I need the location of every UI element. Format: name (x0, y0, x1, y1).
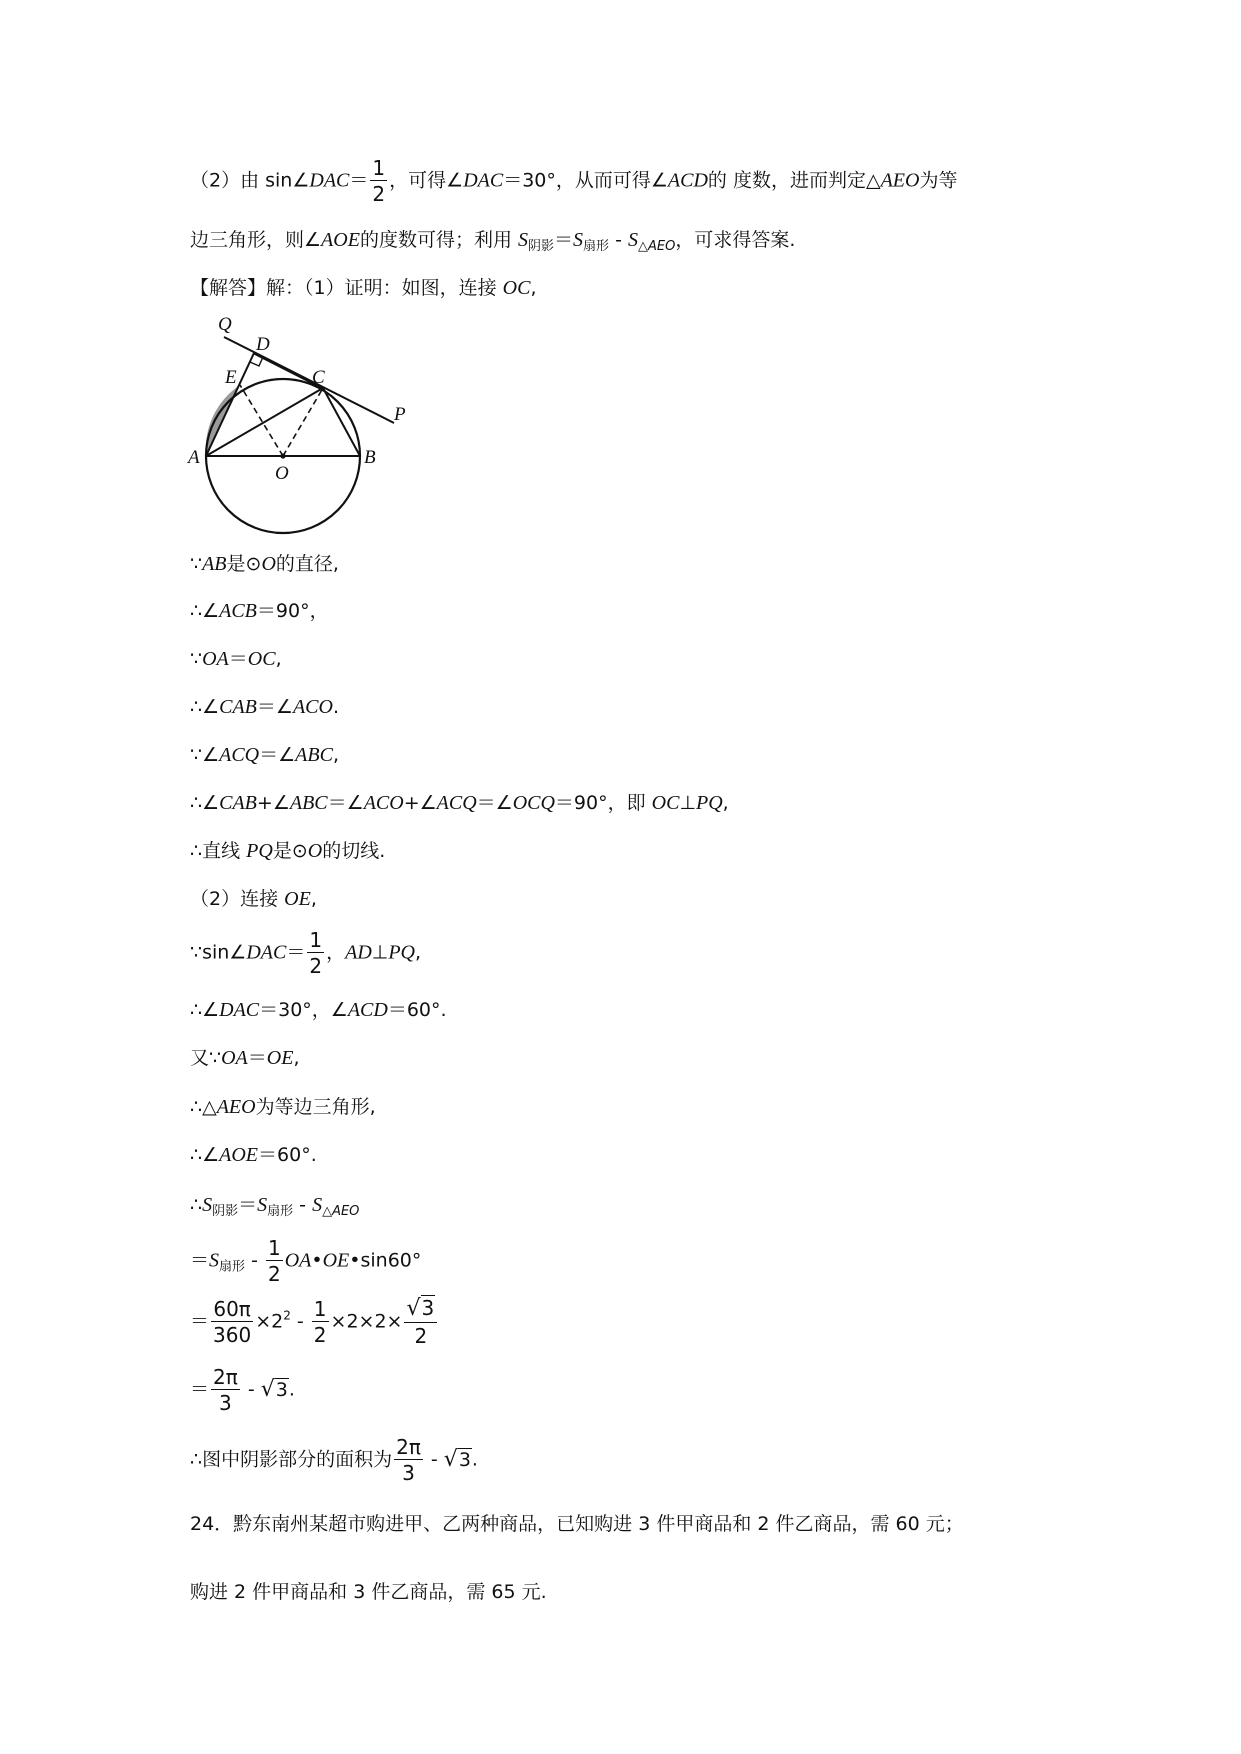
text: . (332, 696, 339, 718)
math-var: O (307, 840, 323, 862)
math-var: ACO (292, 696, 333, 718)
fraction-two-pi-over-3 (394, 1437, 423, 1483)
math-var: OC (247, 648, 276, 670)
radicand: 3 (275, 1378, 288, 1401)
radicand: 3 (458, 1448, 471, 1471)
proof-line-9 (190, 930, 421, 976)
math-var: DAC (309, 169, 350, 192)
numerator: 60π (211, 1299, 253, 1322)
text: ＝ (349, 169, 369, 192)
math-var: OA (284, 1249, 312, 1272)
label-o: O (275, 463, 289, 484)
math-var: ACO (363, 792, 404, 814)
proof-line-12 (190, 1093, 376, 1121)
proof-line-17 (190, 1367, 295, 1413)
text: • (311, 1249, 323, 1272)
text: ∵ (190, 648, 203, 670)
text: 为等 (919, 169, 958, 192)
text: ⊥ (371, 941, 389, 964)
sqrt (406, 1298, 435, 1320)
text: +∠ (403, 792, 437, 814)
math-var: AOE (219, 1144, 259, 1166)
text: , (310, 888, 317, 910)
math-var: AEO (880, 169, 920, 192)
text: , (293, 1047, 300, 1069)
text: , (415, 941, 422, 964)
text: , (722, 792, 729, 814)
text: - (245, 1249, 264, 1272)
text: • (349, 1249, 361, 1272)
text: 的切线. (322, 840, 386, 862)
math-var: S (209, 1249, 220, 1272)
math-var: O (261, 553, 276, 575)
math-var: CAB (219, 792, 257, 814)
numerator: 1 (309, 928, 323, 952)
text: , (332, 744, 339, 766)
question-24-line-2: 购进 2 件甲商品和 3 件乙商品，需 65 元. (190, 1581, 547, 1603)
text: ＝∠ (476, 792, 513, 814)
superscript: 2 (283, 1308, 291, 1323)
subscript: 扇形 (583, 239, 610, 254)
math-var: DAC (463, 169, 504, 192)
text: 【解答】解：（1）证明：如图，连接 (190, 277, 503, 299)
denominator: 3 (219, 1391, 232, 1415)
text: ∵∠ (190, 744, 220, 766)
math-var: S (312, 1194, 323, 1216)
fraction-root3-over-2 (404, 1298, 437, 1346)
text: 的度数可得；利用 (359, 229, 518, 251)
math-var: ACQ (436, 792, 477, 814)
numerator (404, 1298, 437, 1323)
math-var: S (573, 229, 584, 251)
math-var: OA (221, 1047, 248, 1069)
math-var: OCQ (512, 792, 555, 814)
math-var: PQ (696, 792, 723, 814)
text: ⊥ (679, 792, 696, 814)
proof-line-5 (190, 741, 339, 769)
text: 边三角形，则∠ (190, 229, 322, 251)
question-24-line-1: 24．黔东南州某超市购进甲、乙两种商品，已知购进 3 件甲商品和 2 件乙商品，需 60 元； (190, 1513, 964, 1535)
math-var: CAB (219, 696, 257, 718)
text: ∴ (190, 1194, 203, 1216)
proof-line-2 (190, 597, 329, 625)
text: . (288, 1378, 295, 1401)
subscript: 扇形 (267, 1204, 294, 1219)
math-var: OA (202, 648, 229, 670)
proof-line-7 (190, 837, 385, 865)
subscript: △AEO (322, 1204, 360, 1219)
math-var: ABC (295, 744, 333, 766)
text: ＝90°， (256, 600, 329, 622)
math-var: ACD (667, 169, 708, 192)
math-var: ACB (219, 600, 257, 622)
text: 是⊙ (226, 553, 262, 575)
line-ac (206, 388, 323, 456)
text: 是⊙ (272, 840, 308, 862)
label-c: C (312, 367, 325, 388)
answer-heading (190, 274, 536, 302)
fraction-sixty-pi (211, 1299, 253, 1345)
label-q: Q (218, 314, 232, 335)
math-var: ACQ (219, 744, 260, 766)
sqrt (261, 1376, 289, 1404)
text: ∴∠ (190, 792, 220, 814)
math-var: S (627, 229, 638, 251)
numerator: 1 (267, 1236, 281, 1260)
text: ，可求得答案. (675, 229, 796, 251)
numerator: 1 (372, 156, 386, 180)
text: - (424, 1448, 444, 1471)
math-var: S (517, 229, 528, 251)
subscript: △AEO (637, 239, 676, 254)
text: 的直径, (275, 553, 339, 575)
math-var: OE (284, 888, 311, 910)
proof-line-14 (190, 1191, 359, 1226)
subscript: 阴影 (212, 1204, 239, 1219)
text: ＝ (554, 229, 574, 251)
analysis-line-1 (190, 158, 957, 204)
text: . (471, 1448, 478, 1471)
text: ×2×2× (330, 1310, 403, 1333)
proof-line-18 (190, 1437, 478, 1483)
text: ＝30°，∠ (259, 999, 348, 1021)
text: ＝60°. (258, 1144, 317, 1166)
math-var: PQ (246, 840, 273, 862)
subscript: 扇形 (219, 1259, 246, 1275)
text: - (609, 229, 628, 251)
denominator: 3 (402, 1461, 415, 1485)
denominator: 2 (313, 1323, 327, 1347)
text: - (241, 1378, 261, 1401)
proof-line-4 (190, 693, 339, 721)
radical-sign: √ (260, 1376, 275, 1402)
denominator: 2 (372, 182, 386, 206)
fraction-one-half (312, 1299, 329, 1345)
text: （2）由 sin∠ (190, 169, 310, 192)
math-var: ABC (289, 792, 328, 814)
line-oe (240, 385, 283, 456)
text: ×2 (255, 1310, 284, 1333)
math-var: OC (502, 277, 531, 299)
geometry-figure (190, 305, 430, 545)
label-e: E (225, 367, 237, 388)
text: ∴直线 (190, 840, 247, 862)
text: +∠ (256, 792, 290, 814)
denominator: 2 (309, 954, 323, 978)
proof-line-1 (190, 550, 339, 578)
text: ＝30°，从而可得∠ (503, 169, 668, 192)
numerator: 2π (213, 1365, 238, 1389)
text: ＝ (238, 1194, 258, 1216)
center-dot (280, 453, 285, 458)
math-var: DAC (219, 999, 260, 1021)
math-var: OC (651, 792, 680, 814)
proof-line-10 (190, 996, 447, 1024)
text: - (293, 1194, 313, 1216)
text: ∴∠ (190, 600, 220, 622)
line-cb (323, 388, 360, 456)
text: 又∵ (190, 1047, 222, 1069)
text: ＝∠ (327, 792, 364, 814)
math-var: OE (266, 1047, 294, 1069)
math-var: AD (345, 941, 372, 964)
proof-line-15 (190, 1238, 421, 1284)
text: ＝ (190, 1378, 210, 1401)
radicand: 3 (421, 1296, 435, 1320)
text: , (530, 277, 537, 299)
text: - (290, 1310, 310, 1333)
label-p: P (394, 404, 406, 425)
math-var: S (202, 1194, 213, 1216)
text: , (275, 648, 282, 670)
denominator: 360 (213, 1323, 252, 1347)
fraction-one-half (266, 1238, 283, 1284)
numerator: 1 (313, 1297, 327, 1321)
text: ∴图中阴影部分的面积为 (190, 1448, 393, 1471)
line-oc (283, 388, 323, 456)
label-d: D (256, 334, 270, 355)
text: ∴∠ (190, 696, 220, 718)
text: ∴△ (190, 1096, 217, 1118)
math-var: AB (202, 553, 227, 575)
radical-sign: √ (406, 1296, 421, 1321)
text: （2）连接 (190, 888, 285, 910)
text: ∵ (190, 553, 203, 575)
proof-line-16 (190, 1298, 439, 1346)
text: 为等边三角形, (255, 1096, 376, 1118)
analysis-line-2 (190, 226, 795, 261)
text: ＝ (190, 1249, 210, 1272)
sqrt (444, 1446, 472, 1474)
proof-line-11 (190, 1044, 300, 1072)
text: ＝ (286, 941, 306, 964)
text: ， (326, 941, 346, 964)
text: ＝ (247, 1047, 267, 1069)
proof-line-3 (190, 645, 282, 673)
math-var: S (257, 1194, 268, 1216)
proof-line-13 (190, 1141, 317, 1169)
label-b: B (364, 447, 376, 468)
text: ，可得∠ (389, 169, 464, 192)
text: ∵sin∠ (190, 941, 247, 964)
math-var: AOE (321, 229, 360, 251)
fraction-two-pi-over-3 (211, 1367, 240, 1413)
label-a: A (188, 447, 200, 468)
denominator: 2 (414, 1324, 428, 1348)
math-var: AEO (216, 1096, 256, 1118)
denominator: 2 (267, 1262, 281, 1286)
text: ＝ (228, 648, 248, 670)
subscript: 阴影 (527, 239, 554, 254)
proof-line-8 (190, 885, 317, 913)
text: ∴∠ (190, 1144, 220, 1166)
text: 的 度数，进而判定△ (707, 169, 881, 192)
proof-line-6 (190, 789, 729, 817)
radical-sign: √ (443, 1446, 458, 1472)
text: sin60° (360, 1249, 422, 1272)
numerator: 2π (396, 1435, 421, 1459)
text: ＝90°，即 (554, 792, 652, 814)
math-var: PQ (388, 941, 416, 964)
fraction-one-half (307, 930, 324, 976)
text: ＝ (190, 1310, 210, 1333)
math-var: DAC (246, 941, 287, 964)
math-var: OE (322, 1249, 350, 1272)
fraction-one-half (370, 158, 387, 204)
text: ∴∠ (190, 999, 220, 1021)
text: ＝∠ (256, 696, 293, 718)
text: ＝∠ (259, 744, 296, 766)
text: ＝60°. (387, 999, 447, 1021)
math-var: ACD (347, 999, 388, 1021)
